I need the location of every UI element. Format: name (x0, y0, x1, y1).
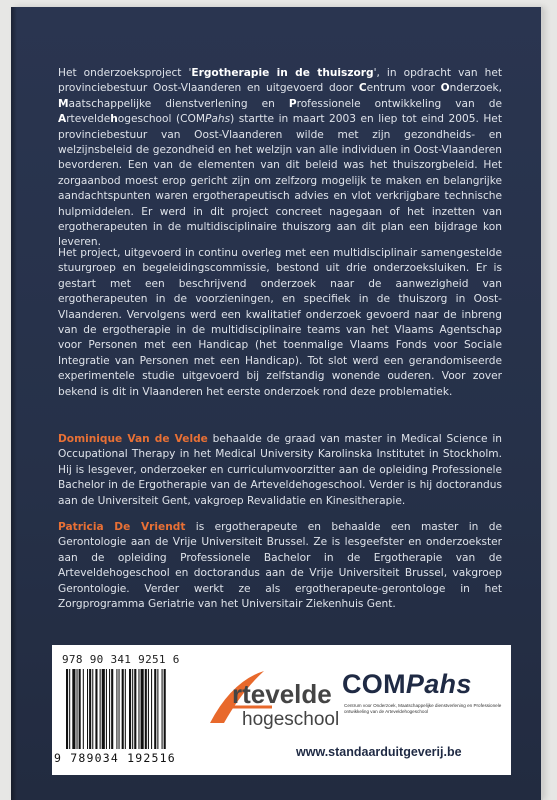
barcode-bar (66, 669, 68, 749)
barcode-bar (95, 669, 97, 749)
barcode-bar (138, 669, 139, 749)
compahs-logo (342, 669, 507, 739)
publisher-website[interactable]: www.standaarduitgeverij.be (296, 745, 462, 759)
barcode-bar (122, 669, 124, 749)
barcode-bar (164, 669, 166, 749)
barcode-bar (69, 669, 70, 749)
barcode-bar (132, 669, 133, 749)
barcode-bar (100, 669, 101, 749)
barcode-bar (141, 669, 144, 749)
barcode-bar (106, 669, 107, 749)
artevelde-sub-text: hogeschool (242, 709, 340, 730)
barcode-bar (162, 669, 163, 749)
spine-shadow (11, 7, 17, 800)
barcode-graphic (64, 669, 196, 749)
barcode-bar (154, 669, 156, 749)
author-name-1: Dominique Van de Velde (58, 433, 208, 445)
barcode-bar (129, 669, 131, 749)
isbn-label: 978 90 341 9251 6 (62, 653, 180, 666)
barcode-bar (116, 669, 117, 749)
barcode-bar (134, 669, 136, 749)
compahs-title: COMPahs (342, 669, 472, 699)
barcode-bar (72, 669, 75, 749)
barcode-bar (109, 669, 110, 749)
barcode-bar (92, 669, 93, 749)
barcode-bar (89, 669, 91, 749)
barcode-bar (77, 669, 78, 749)
barcode-bar (157, 669, 158, 749)
barcode-bar (87, 669, 88, 749)
artevelde-name-text: rtevelde (232, 679, 332, 709)
author-name-2: Patricia De Vriendt (58, 521, 186, 533)
barcode-bar (145, 669, 147, 749)
barcode-bar (119, 669, 120, 749)
barcode-panel (52, 645, 511, 775)
author-bio-1: Dominique Van de Velde behaalde de graad van master in Medical Science in Occupational Therapy in het Medical University Karolinska Institutet in Stockholm. Hij is lesgever, onderzoeker en curriculumvoorzitter aan de opleiding Professionele Bachelor in de Ergotherapie van de Arteveldehogeschool. Verder is hij doctorandus aan de Universiteit Gent, vakgroep Revalidatie en Kinesitherapie. (58, 433, 502, 507)
project-paragraph: Het project, uitgevoerd in continu overleg met een multidisciplinair samengestelde stuurgroep en begeleidingscommissie, bestond uit drie onderzoeksluiken. Er is gestart met een beschrijvend onderzoek naar de aanwezigheid van ergotherapeuten in de voorzieningen, en specifiek in de thuiszorg in Oost-Vlaanderen. Vervolgens werd een kwalitatief onderzoek gevoerd naar de inbreng van de ergotherapie in de multidisciplinaire teams van het Vlaams Agentschap voor Personen met een Handicap (het toenmalige Vlaams Fonds voor Sociale Integratie van Personen met een Handicap). Tot slot werd een gerandomiseerde experimentele studie uitgevoerd bij zelfstandig wonende ouderen. Voor zover bekend is dit in Vlaanderen het eerste onderzoek rond deze problematiek. (58, 247, 502, 398)
compahs-tagline: Centrum voor Onderzoek, Maatschappelijke dienstverlening en Professionele ontwikkeling van de Arteveldehogeschool (344, 703, 502, 714)
barcode-bar (151, 669, 152, 749)
barcode-bar (111, 669, 113, 749)
barcode-bar (102, 669, 105, 749)
barcode-bar (83, 669, 84, 749)
barcode-bar (125, 669, 126, 749)
author-bio-2: Patricia De Vriendt is ergotherapeute en behaalde een master in de Gerontologie aan de Vrije Universiteit Brussel. Ze is lesgeefster en onderzoekster aan de opleiding Professionele Bachelor in de Ergotherapie van de Arteveldehogeschool en doctorandus aan de Vrije Universiteit Brussel, vakgroep Gerontologie. Verder werkt ze als ergotherapeute-gerontologe in het Zorgprogramma Geriatrie van het Universitair Ziekenhuis Gent. (58, 521, 502, 611)
barcode-bar (79, 669, 81, 749)
project-title: Ergotherapie in de thuiszorg (191, 67, 374, 79)
artevelde-logo (202, 663, 352, 735)
barcode-bar (148, 669, 149, 749)
barcode-digits: 9 789034 192516 (54, 751, 176, 765)
intro-paragraph: Het onderzoeksproject 'Ergotherapie in de thuiszorg', in opdracht van het provinciebestuur Oost-Vlaanderen en uitgevoerd door Centrum voor Onderzoek, Maatschappelijke dienstverlening en Professionele ontwikkeling van de Arteveldehogeschool (COMPahs) startte in maart 2003 en liep tot eind 2005. Het provinciebestuur van Oost-Vlaanderen wilde met zijn gezondheids- en welzijnsbeleid de gezondheid en het welzijn van alle individuen in Oost-Vlaanderen bevorderen. Een van de elementen van dit beleid was het thuiszorgbeleid. Het zorgaanbod moest erop gericht zijn om zelfzorg mogelijk te maken en belangrijke aandachtspunten waren ergotherapeutisch advies en vlot verkrijgbare technische hulpmiddelen. Er werd in dit project concreet nagegaan of het inzetten van ergotherapeuten in de multidisciplinaire thuiszorg aan dit plan een bijdrage kon leveren. (58, 67, 502, 249)
